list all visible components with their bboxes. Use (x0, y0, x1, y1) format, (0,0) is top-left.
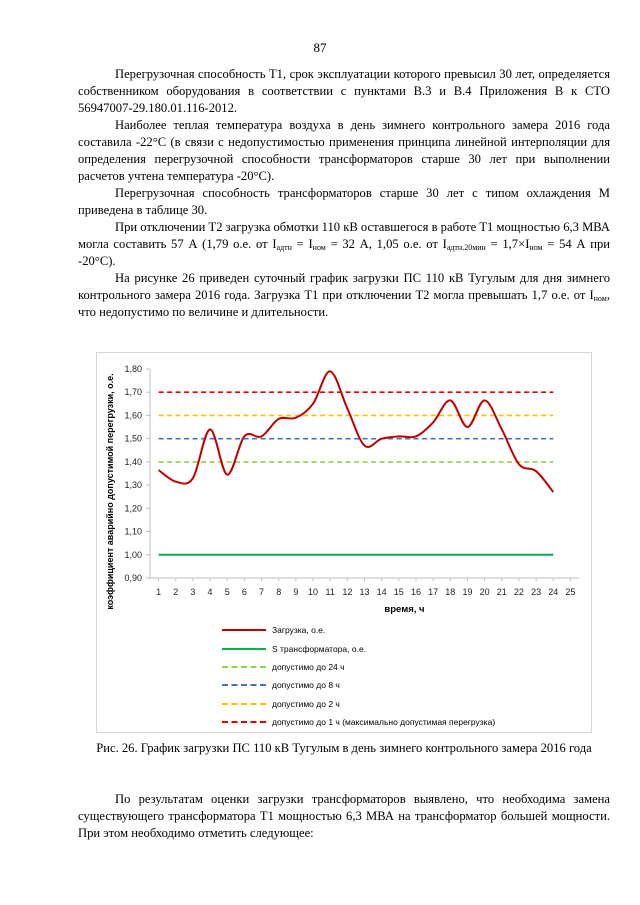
p4-sub-1: адтн (276, 243, 292, 252)
x-tick-label: 10 (308, 587, 319, 597)
x-tick-label: 16 (410, 587, 421, 597)
legend-label: допустимо до 24 ч (272, 661, 345, 672)
legend-item (222, 695, 495, 713)
x-tick-label: 20 (479, 587, 490, 597)
x-tick-label: 3 (190, 587, 196, 597)
legend-swatch (222, 648, 266, 650)
legend-label: допустимо до 2 ч (272, 698, 340, 709)
paragraph-1: Перегрузочная способность Т1, срок эксплуатации которого превысил 30 лет, определяется собственником оборудования в соответствии с пунктами В.3 и В.4 Приложения В к СТО 56947007-29.180.01.116-2012. (78, 67, 610, 115)
p5-text-a: На рисунке 26 приведен суточный график загрузки ПС 110 кВ Тугулым для дня зимнего контрольного замера 2016 года. Загрузка Т1 при отключении Т2 могла превышать 1,7 о.е. от I (78, 271, 610, 302)
paragraph-2: Наиболее теплая температура воздуха в день зимнего контрольного замера 2016 года составила -22°С (в связи с недопустимостью применения принципа линейной интерполяции для определения перегрузочной способности трансформаторов старше 30 лет при выполнении расчетов учтена температура -20°С). (78, 118, 610, 183)
y-tick-label: 1,20 (124, 503, 142, 514)
x-tick-label: 25 (565, 587, 576, 597)
x-tick-label: 13 (359, 587, 370, 597)
body-text-top (78, 66, 610, 321)
legend-item (222, 676, 495, 694)
legend-item (222, 658, 495, 676)
y-tick-label: 1,40 (124, 456, 142, 467)
p5-sub: ном (593, 294, 607, 303)
y-tick-label: 0,90 (124, 573, 142, 583)
x-tick-label: 21 (496, 587, 507, 597)
paragraph-5 (78, 270, 610, 321)
legend-swatch (222, 703, 266, 705)
p4-sub-4: ном (529, 243, 543, 252)
p4-sub-3: адтн.20мин (446, 243, 486, 252)
p4-text-e: = 54 А при -20°С). (78, 237, 611, 268)
x-tick-label: 2 (173, 587, 179, 597)
series-line-0 (159, 371, 554, 492)
paragraph-3: Перегрузочная способность трансформаторов старше 30 лет с типом охлаждения М приведена в таблице 30. (78, 186, 610, 217)
p4-text-b: = I (291, 237, 313, 251)
x-tick-label: 8 (276, 587, 282, 597)
p4-text-a: При отключении Т2 загрузка обмотки 110 кВ оставшегося в работе Т1 мощностью 6,3 МВА могла составить 57 А (1,79 о.е. от I (78, 220, 610, 251)
legend-item (222, 621, 495, 639)
x-tick-label: 4 (207, 587, 213, 597)
body-text-bottom (78, 791, 610, 842)
x-tick-label: 19 (462, 587, 473, 597)
figure-caption: Рис. 26. График загрузки ПС 110 кВ Тугулым в день зимнего контрольного замера 2016 года (96, 741, 592, 755)
x-tick-label: 11 (325, 587, 335, 597)
x-tick-label: 23 (531, 587, 542, 597)
legend-label: допустимо до 1 ч (максимально допустимая перегрузка) (272, 717, 496, 728)
legend-item (222, 713, 495, 731)
bottom-paragraph: По результатам оценки загрузки трансформаторов выявлено, что необходима замена существующего трансформатора Т1 мощностью 6,3 МВА на трансформатор большей мощности. При этом необходимо отметить следующее: (78, 792, 610, 840)
y-tick-label: 1,10 (124, 526, 142, 537)
legend-swatch (222, 684, 266, 686)
legend-label: Загрузка, о.е. (272, 625, 326, 636)
x-tick-label: 1 (156, 587, 162, 597)
y-tick-label: 1,30 (124, 480, 142, 491)
x-tick-label: 22 (513, 587, 524, 597)
legend-item (222, 639, 495, 657)
x-tick-label: 7 (259, 587, 265, 597)
x-tick-label: 14 (376, 587, 387, 597)
x-tick-label: 5 (224, 587, 230, 597)
paragraph-4 (78, 219, 610, 270)
x-tick-label: 6 (241, 587, 247, 597)
x-axis-title: время, ч (384, 604, 425, 615)
x-tick-label: 15 (393, 587, 404, 597)
y-tick-label: 1,50 (124, 433, 142, 444)
x-tick-label: 17 (428, 587, 439, 597)
legend-label: S трансформатора, о.е. (272, 643, 367, 654)
y-tick-label: 1,70 (124, 387, 142, 398)
legend-swatch (222, 721, 266, 723)
y-tick-label: 1,00 (124, 549, 142, 560)
legend-label: допустимо до 8 ч (272, 680, 340, 691)
p4-sub-2: ном (312, 243, 326, 252)
p5-text-b: , что недопустимо по величине и длительности. (78, 288, 610, 319)
page-number: 87 (313, 40, 327, 55)
p4-text-c: = 32 А, 1,05 о.е. от I (325, 237, 447, 251)
y-axis-title: коэффициент аварийно допустимой перегрузки, о.е. (105, 373, 115, 610)
x-tick-label: 24 (548, 587, 559, 597)
y-tick-label: 1,80 (124, 364, 142, 374)
x-tick-label: 18 (445, 587, 456, 597)
p4-text-d: = 1,7×I (485, 237, 530, 251)
y-tick-label: 1,60 (124, 410, 142, 421)
x-tick-label: 12 (342, 587, 353, 597)
legend-swatch (222, 666, 266, 668)
chart-legend (222, 621, 495, 731)
load-chart (96, 352, 592, 733)
x-tick-label: 9 (293, 587, 299, 597)
legend-swatch (222, 629, 266, 631)
